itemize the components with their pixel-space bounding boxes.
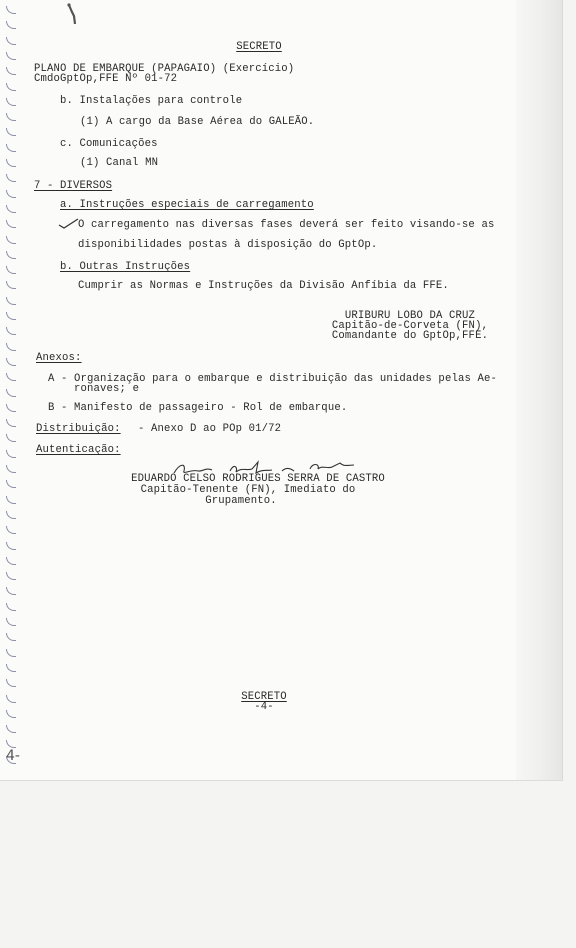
binding-hole [6, 128, 16, 136]
annex-a-line1: A - Organização para o embarque e distribuição das unidades pelas Ae- [48, 373, 498, 385]
binding-hole [6, 450, 16, 458]
binding-hole [6, 205, 16, 213]
item-a-instructions: a. Instruções especiais de carregamento [60, 199, 314, 211]
distribution-text: - Anexo D ao POp 01/72 [138, 423, 282, 435]
binding-hole [6, 312, 16, 320]
binding-hole [6, 281, 16, 289]
page-marker: -4- [254, 701, 274, 713]
item-b-other-text: Cumprir as Normas e Instruções da Divisão Anfíbia da FFE. [78, 280, 449, 292]
binding-hole [6, 220, 16, 228]
binding-hole [6, 695, 16, 703]
handwritten-page-number: 4- [6, 748, 20, 764]
binding-hole [6, 144, 16, 152]
annex-b-line: B - Manifesto de passageiro - Rol de embarque. [48, 402, 348, 414]
item-a-text-line1: O carregamento nas diversas fases deverá ser feito visando-se as [78, 219, 495, 231]
binding-hole [6, 633, 16, 641]
check-mark [58, 217, 80, 229]
item-b-other: b. Outras Instruções [60, 261, 191, 273]
binding-hole [6, 649, 16, 657]
page-edge-shadow [516, 0, 562, 780]
authentication-name: EDUARDO CELSO RODRIGUES SERRA DE CASTRO [131, 473, 385, 485]
binding-hole [6, 618, 16, 626]
binding-hole [6, 297, 16, 305]
binding-hole [6, 83, 16, 91]
classification-top: SECRETO [236, 41, 282, 53]
binding-hole [6, 52, 16, 60]
authentication-rank: Capitão-Tenente (FN), Imediato do [140, 484, 356, 496]
binding-hole [6, 113, 16, 121]
binding-hole [6, 542, 16, 550]
binding-hole [6, 266, 16, 274]
binding-hole [6, 587, 16, 595]
binding-hole [6, 710, 16, 718]
binding-hole [6, 404, 16, 412]
binding-hole [6, 21, 16, 29]
binding-hole [6, 327, 16, 335]
item-a-text-line2: disponibilidades postas à disposição do GptOp. [78, 239, 378, 251]
binding-hole [6, 725, 16, 733]
commander-role: Comandante do GptOp,FFE. [331, 330, 489, 342]
classification-bottom: SECRETO [241, 691, 287, 703]
plan-title: PLANO DE EMBARQUE (PAPAGAIO) (Exercício) [34, 63, 295, 75]
binding-hole [6, 679, 16, 687]
binding-hole [6, 190, 16, 198]
binding-hole [6, 67, 16, 75]
binding-hole [6, 572, 16, 580]
annexes-heading: Anexos: [36, 352, 82, 364]
item-c-communications: c. Comunicações [60, 138, 158, 150]
binding-hole [6, 37, 16, 45]
annex-a-line2: ronaves; e [74, 383, 140, 395]
commander-name: URIBURU LOBO DA CRUZ [344, 310, 476, 322]
commander-rank: Capitão-de-Corveta (FN), [331, 320, 489, 332]
authentication-label: Autenticação: [36, 444, 121, 456]
item-c1-channel: (1) Canal MN [80, 157, 159, 169]
binding-hole [6, 358, 16, 366]
binding-hole [6, 251, 16, 259]
authentication-unit: Grupamento. [205, 495, 277, 507]
binding-hole [6, 236, 16, 244]
binding-hole [6, 6, 16, 14]
distribution-label: Distribuição: [36, 423, 121, 435]
section-7-diversos: 7 - DIVERSOS [34, 180, 113, 192]
binding-hole [6, 419, 16, 427]
binding-hole [6, 496, 16, 504]
binding-hole [6, 373, 16, 381]
binding-hole [6, 98, 16, 106]
binding-hole [6, 480, 16, 488]
ink-mark [66, 2, 80, 28]
binding-hole [6, 664, 16, 672]
item-b1-galeao: (1) A cargo da Base Aérea do GALEÃO. [80, 116, 315, 128]
binding-holes [2, 0, 22, 780]
binding-hole [6, 465, 16, 473]
binding-hole [6, 174, 16, 182]
binding-hole [6, 557, 16, 565]
item-b-installations: b. Instalações para controle [60, 95, 243, 107]
binding-hole [6, 159, 16, 167]
binding-hole [6, 511, 16, 519]
command-line: CmdoGptOp,FFE Nº 01-72 [34, 73, 178, 85]
binding-hole [6, 343, 16, 351]
binding-hole [6, 603, 16, 611]
binding-hole [6, 389, 16, 397]
binding-hole [6, 434, 16, 442]
binding-hole [6, 526, 16, 534]
